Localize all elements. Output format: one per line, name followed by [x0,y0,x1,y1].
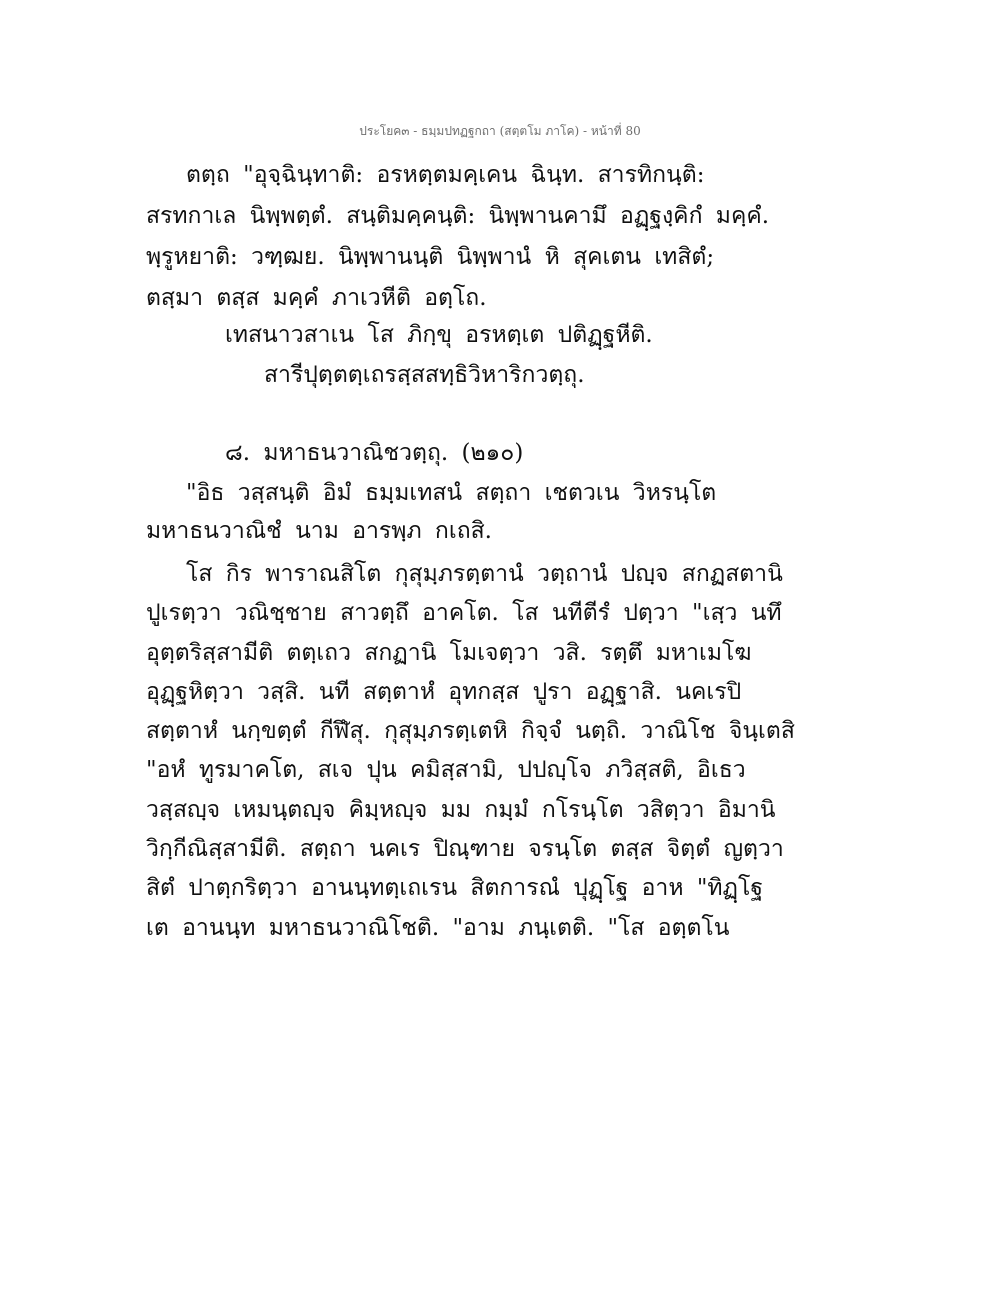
closing-line: เทสนาวสาเน โส ภิกฺขุ อรหตฺเต ปติฏฺฐหีติ. [225,322,653,348]
paragraph-line: ตสฺมา ตสฺส มคฺคํ ภาเวหีติ อตฺโถ. [146,285,487,311]
paragraph-line: "อิธ วสฺสนฺติ อิมํ ธมฺมเทสนํ สตฺถา เชตวเน วิหรนฺโต [186,480,717,506]
section-heading: ๘. มหาธนวาณิชวตฺถุ. (๒๑๐) [225,440,524,466]
paragraph-line: สตฺตาหํ นกฺขตฺตํ กีฬึสุ. กุสุมฺภรตฺเตหิ กิจฺจํ นตฺถิ. วาณิโช จินฺเตสิ [146,718,795,744]
page-header: ประโยค๓ - ธมฺมปทฏฐกถา (สตฺตโม ภาโค) - หน้าที่ 80 [359,124,641,138]
paragraph-line: มหาธนวาณิชํ นาม อารพฺภ กเถสิ. [146,518,492,544]
story-title-end: สารีปุตฺตตฺเถรสฺสสทฺธิวิหาริกวตฺถุ. [264,362,585,388]
paragraph-line: วิกฺกีณิสฺสามีติ. สตฺถา นคเร ปิณฺฑาย จรนฺโต ตสฺส จิตฺตํ ญตฺวา [146,836,784,862]
paragraph-line: โส กิร พาราณสิโต กุสุมฺภรตฺตานํ วตฺถานํ ปญฺจ สกฏสตานิ [186,561,783,587]
paragraph-line: ตตฺถ "อุจฺฉินฺทาติ: อรหตฺตมคฺเคน ฉินฺท. สารทิกนฺติ: [186,162,705,188]
paragraph-line: อุตฺตริสฺสามีติ ตตฺเถว สกฏานิ โมเจตฺวา วสิ. รตฺตึ มหาเมโฆ [146,640,752,666]
paragraph-line: พฺรูหยาติ: วฑฺฒย. นิพฺพานนฺติ นิพฺพานํ หิ สุคเตน เทสิตํ; [146,244,715,270]
paragraph-line: วสฺสญฺจ เหมนฺตญฺจ คิมฺหญฺจ มม กมฺมํ กโรนฺโต วสิตฺวา อิมานิ [146,797,776,823]
paragraph-line: เต อานนฺท มหาธนวาณิโชติ. "อาม ภนฺเตติ. "โส อตฺตโน [146,915,730,941]
paragraph-line: สิตํ ปาตฺกริตฺวา อานนฺทตฺเถเรน สิตการณํ ปุฏฺโฐ อาห "ทิฏฺโฐ [146,875,764,901]
paragraph-line: "อหํ ทูรมาคโต, สเจ ปุน คมิสฺสามิ, ปปญฺโจ ภวิสฺสติ, อิเธว [146,757,746,783]
paragraph-line: ปูเรตฺวา วณิชฺชาย สาวตฺถึ อาคโต. โส นทีตีรํ ปตฺวา "เสฺว นทึ [146,600,782,626]
paragraph-line: สรทกาเล นิพฺพตฺตํ. สนฺติมคฺคนฺติ: นิพฺพานคามึ อฏฺฐงฺคิกํ มคฺคํ. [146,203,770,229]
paragraph-line: อุฏฺฐหิตฺวา วสฺสิ. นที สตฺตาหํ อุทกสฺส ปูรา อฏฺฐาสิ. นคเรปิ [146,679,742,705]
